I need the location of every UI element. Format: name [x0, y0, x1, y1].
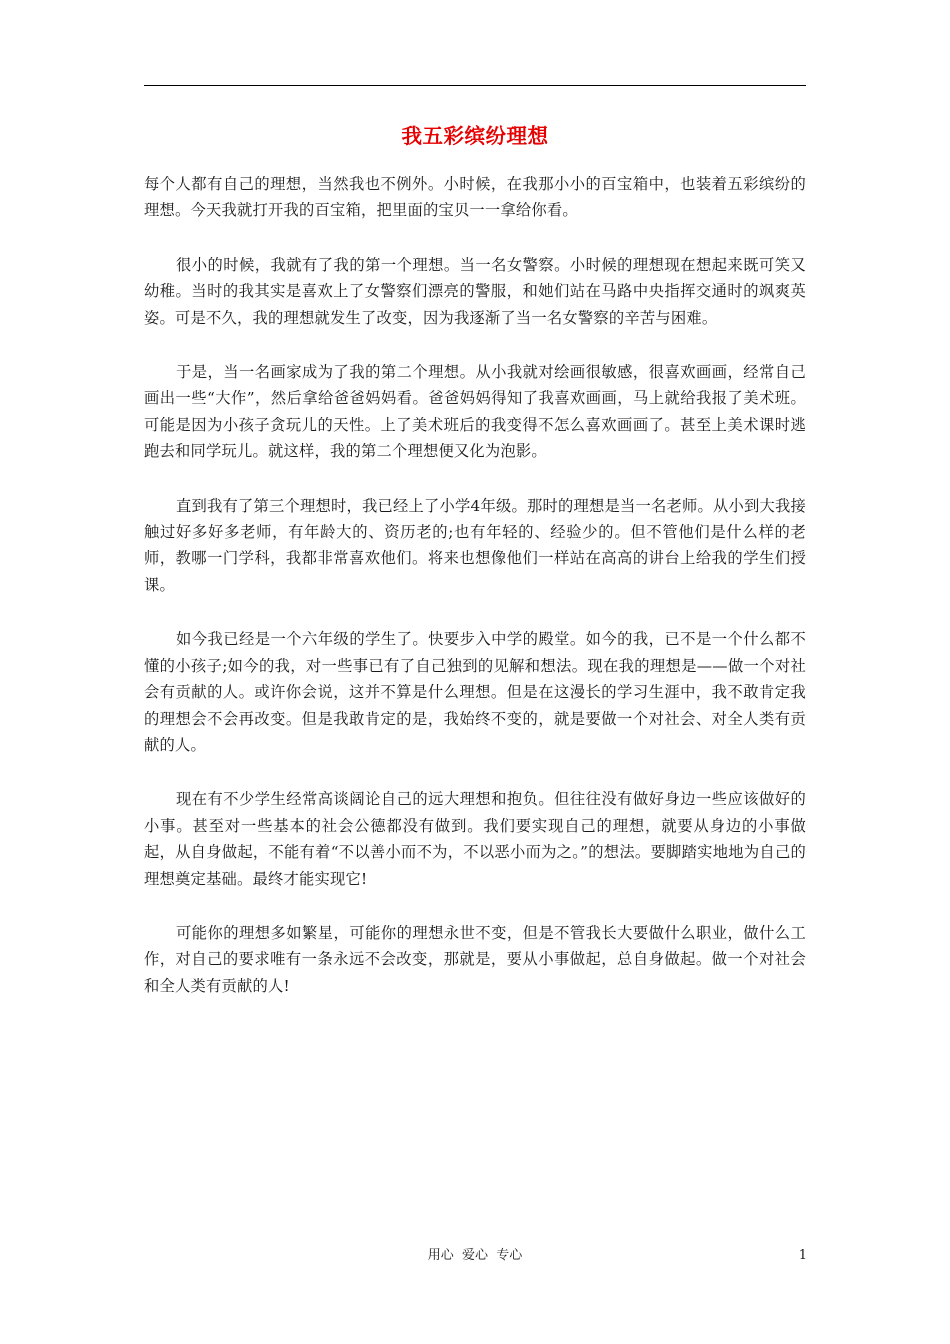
document-body: [144, 171, 806, 1027]
paragraph-third-dream: 直到我有了第三个理想时，我已经上了小学4年级。那时的理想是当一名老师。从小到大我接触过好多好多老师，有年龄大的、资历老的;也有年轻的、经验少的。但不管他们是什么样的老师，教哪一门学科，我都非常喜欢他们。将来也想像他们一样站在高高的讲台上给我的学生们授课。: [144, 496, 806, 594]
paragraph-second-dream: 于是，当一名画家成为了我的第二个理想。从小我就对绘画很敏感，很喜欢画画，经常自己画出一些“大作”，然后拿给爸爸妈妈看。爸爸妈妈得知了我喜欢画画，马上就给我报了美术班。可能是因为小孩子贪玩儿的天性。上了美术班后的我变得不怎么喜欢画画了。甚至上美术课时逃跑去和同学玩儿。就这样，我的第二个理想便又化为泡影。: [144, 363, 806, 461]
paragraph-intro: 每个人都有自己的理想，当然我也不例外。小时候，在我那小小的百宝箱中，也装着五彩缤纷的理想。今天我就打开我的百宝箱，把里面的宝贝一一拿给你看。: [144, 175, 806, 220]
paragraph-reflection: 现在有不少学生经常高谈阔论自己的远大理想和抱负。但往往没有做好身边一些应该做好的小事。甚至对一些基本的社会公德都没有做到。我们要实现自己的理想，就要从身边的小事做起，从自身做起，不能有着“不以善小而不为，不以恶小而为之。”的想法。要脚踏实地地为自己的理想奠定基础。最终才能实现它!: [144, 790, 806, 888]
paragraph-conclusion: 可能你的理想多如繁星，可能你的理想永世不变，但是不管我长大要做什么职业，做什么工作，对自己的要求唯有一条永远不会改变，那就是，要从小事做起，总自身做起。做一个对社会和全人类有贡献的人!: [144, 923, 806, 995]
paragraph-current-dream: 如今我已经是一个六年级的学生了。快要步入中学的殿堂。如今的我，已不是一个什么都不懂的小孩子;如今的我，对一些事已有了自己独到的见解和想法。现在我的理想是——做一个对社会有贡献的人。或许你会说，这并不算是什么理想。但是在这漫长的学习生涯中，我不敢肯定我的理想会不会再改变。但是我敢肯定的是，我始终不变的，就是要做一个对社会、对全人类有贡献的人。: [144, 630, 806, 754]
footer-motto: 用心 爱心 专心: [427, 1248, 523, 1263]
document-title: 我五彩缤纷理想: [401, 124, 549, 148]
header-rule: [144, 85, 806, 86]
page-number: 1: [798, 1248, 807, 1263]
paragraph-first-dream: 很小的时候，我就有了我的第一个理想。当一名女警察。小时候的理想现在想起来既可笑又幼稚。当时的我其实是喜欢上了女警察们漂亮的警服，和她们站在马路中央指挥交通时的飒爽英姿。可是不久，我的理想就发生了改变，因为我逐渐了当一名女警察的辛苦与困难。: [144, 255, 806, 327]
